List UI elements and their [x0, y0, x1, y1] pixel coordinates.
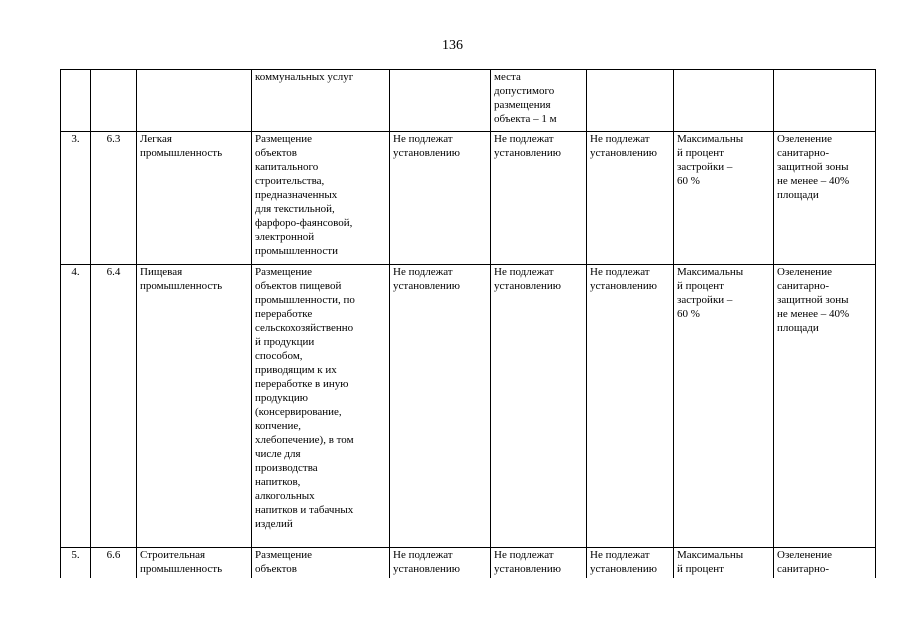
parameter-cell: Не подлежат установлению	[587, 265, 674, 548]
parameter-cell: Максимальны й процент застройки – 60 %	[674, 265, 774, 548]
use-code-cell: 6.3	[91, 132, 137, 265]
parameter-cell: Не подлежат установлению	[587, 548, 674, 579]
use-name-cell: Строительная промышленность	[137, 548, 252, 579]
parameter-cell: Не подлежат установлению	[491, 548, 587, 579]
use-description-cell: коммунальных услуг	[252, 70, 390, 132]
row-number-cell: 3.	[61, 132, 91, 265]
use-code-cell: 6.4	[91, 265, 137, 548]
row-number-cell: 4.	[61, 265, 91, 548]
parameter-cell	[587, 70, 674, 132]
parameter-cell: Не подлежат установлению	[587, 132, 674, 265]
parameter-cell: Не подлежат установлению	[390, 265, 491, 548]
use-name-cell	[137, 70, 252, 132]
use-code-cell: 6.6	[91, 548, 137, 579]
use-description-cell: Размещение объектов капитального строительства, предназначенных для текстильной, фарфоро-фаянсовой, электронной промышленности	[252, 132, 390, 265]
parameter-cell: Максимальны й процент	[674, 548, 774, 579]
row-number-cell	[61, 70, 91, 132]
parameter-cell	[674, 70, 774, 132]
use-code-cell	[91, 70, 137, 132]
parameter-cell	[390, 70, 491, 132]
use-name-cell: Пищевая промышленность	[137, 265, 252, 548]
restriction-cell: Озеленение санитарно- защитной зоны не менее – 40% площади	[774, 132, 876, 265]
parameter-cell: Не подлежат установлению	[491, 132, 587, 265]
table-row	[61, 548, 876, 579]
parameter-cell: Не подлежат установлению	[390, 132, 491, 265]
page-number: 136	[442, 38, 463, 53]
parameter-cell: Не подлежат установлению	[491, 265, 587, 548]
zoning-regulations-table	[60, 69, 876, 578]
table-row	[61, 265, 876, 548]
use-name-cell: Легкая промышленность	[137, 132, 252, 265]
use-description-cell: Размещение объектов пищевой промышленности, по переработке сельскохозяйственно й продукции способом, приводящим к их переработке в иную продукцию (консервирование, копчение, хлебопечение), в том числе для производства напитков, алкогольных напитков и табачных изделий	[252, 265, 390, 548]
table-row	[61, 70, 876, 132]
row-number-cell: 5.	[61, 548, 91, 579]
restriction-cell	[774, 70, 876, 132]
table-row	[61, 132, 876, 265]
restriction-cell: Озеленение санитарно- защитной зоны не менее – 40% площади	[774, 265, 876, 548]
parameter-cell: Максимальны й процент застройки – 60 %	[674, 132, 774, 265]
parameter-cell: Не подлежат установлению	[390, 548, 491, 579]
parameter-cell: места допустимого размещения объекта – 1 м	[491, 70, 587, 132]
use-description-cell: Размещение объектов	[252, 548, 390, 579]
restriction-cell: Озеленение санитарно-	[774, 548, 876, 579]
